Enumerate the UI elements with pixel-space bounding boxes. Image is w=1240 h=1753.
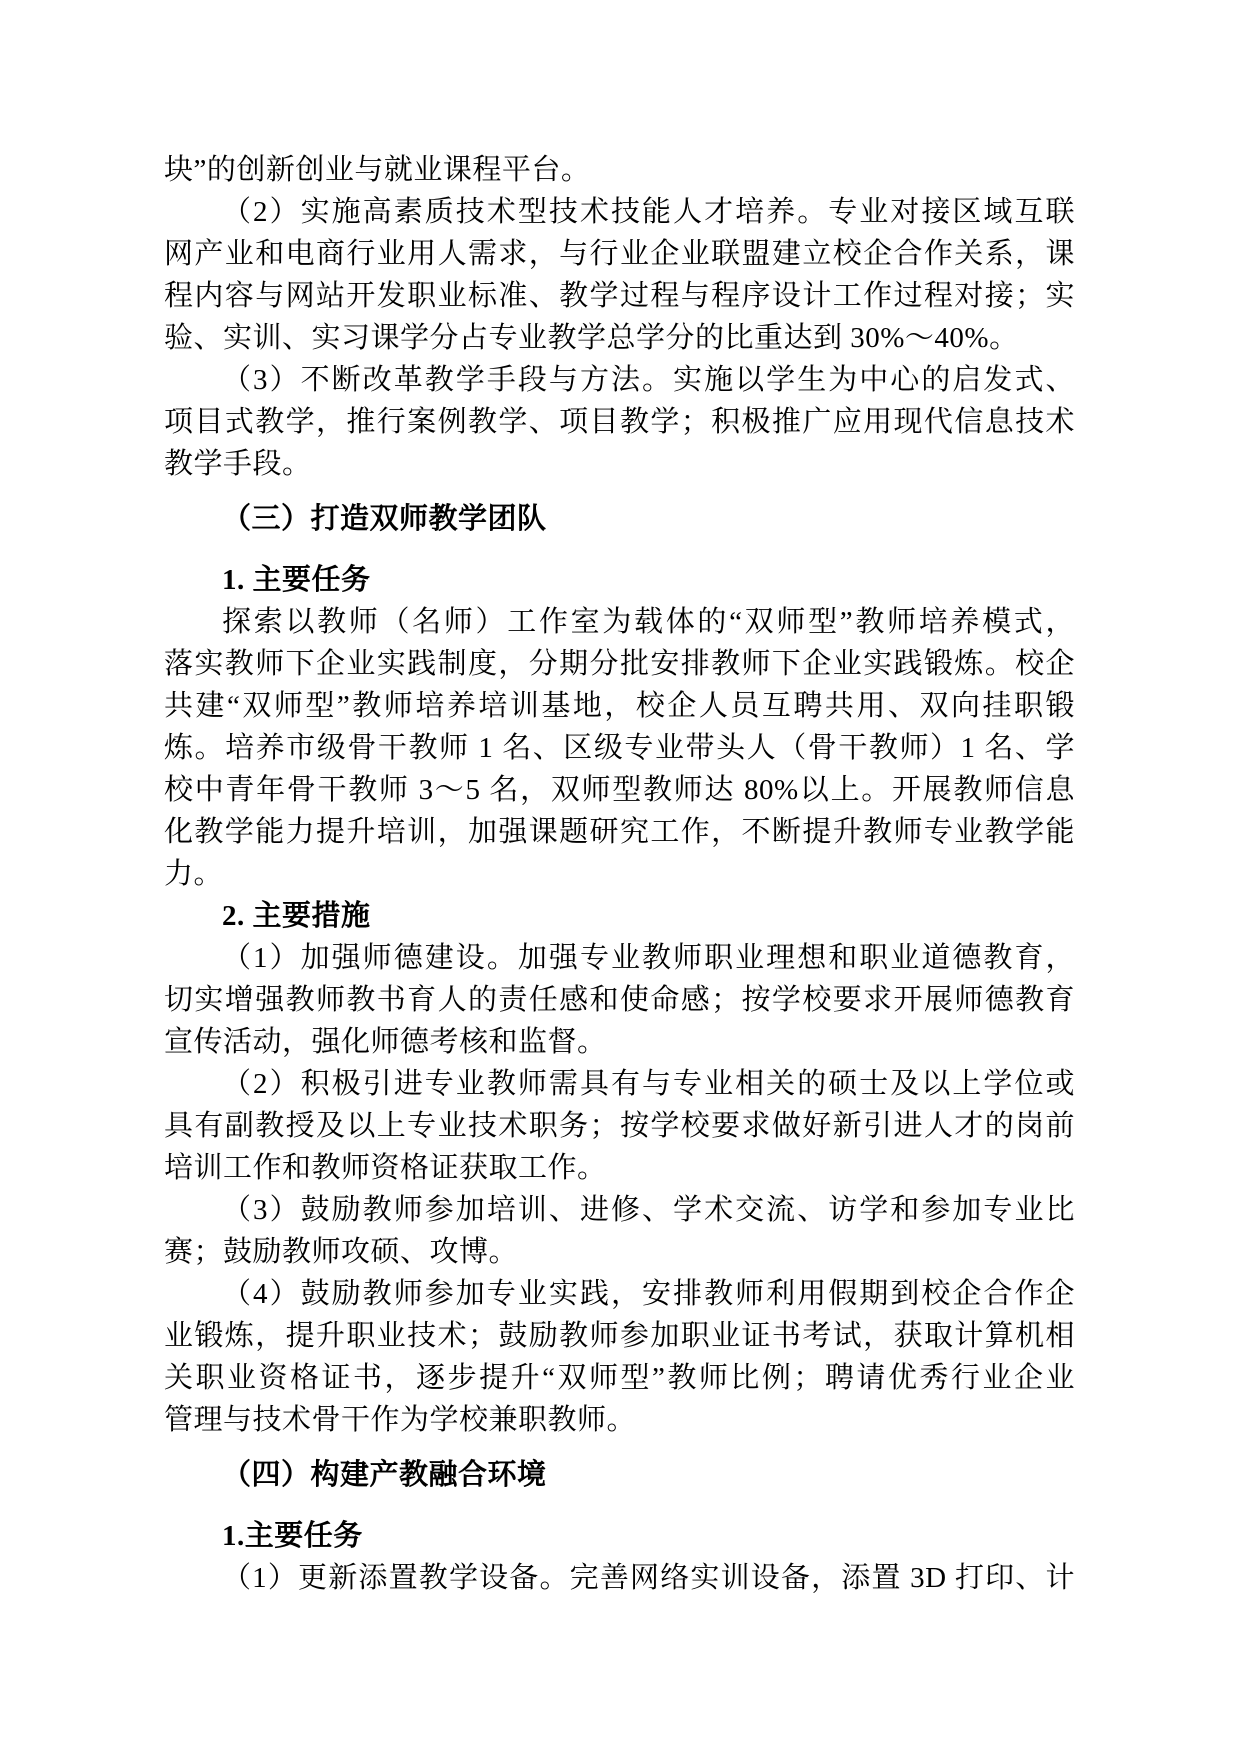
paragraph — [164, 1273, 1075, 1441]
text-line: 教学手段。 — [164, 448, 312, 480]
paragraph — [164, 359, 1075, 485]
text-line: 培训工作和教师资格证获取工作。 — [164, 1152, 607, 1184]
text-line: 宣传活动，强化师德考核和监督。 — [164, 1026, 607, 1058]
sub-heading — [164, 559, 1075, 601]
text-line: 赛；鼓励教师攻硕、攻博。 — [164, 1236, 519, 1268]
sub-heading — [164, 1515, 1075, 1557]
text-line: （2）实施高素质技术型技术技能人才培养。专业对接区域互联 — [222, 196, 1075, 228]
text-line: （2）积极引进专业教师需具有与专业相关的硕士及以上学位或 — [222, 1068, 1075, 1100]
text-line: （四）构建产教融合环境 — [222, 1459, 547, 1491]
text-line: 网产业和电商行业用人需求，与行业企业联盟建立校企合作关系，课 — [164, 238, 1075, 270]
section-heading — [164, 498, 1075, 540]
text-line: 探索以教师（名师）工作室为载体的“双师型”教师培养模式， — [222, 606, 1075, 638]
text-line: 程内容与网站开发职业标准、教学过程与程序设计工作过程对接；实 — [164, 280, 1075, 312]
text-line: 炼。培养市级骨干教师 1 名、区级专业带头人（骨干教师）1 名、学 — [164, 732, 1075, 764]
paragraph — [164, 1189, 1075, 1273]
text-line: 具有副教授及以上专业技术职务；按学校要求做好新引进人才的岗前 — [164, 1110, 1075, 1142]
sub-heading — [164, 895, 1075, 937]
text-line: （4）鼓励教师参加专业实践，安排教师利用假期到校企合作企 — [222, 1278, 1075, 1310]
text-line: 力。 — [164, 858, 224, 890]
text-line: （三）打造双师教学团队 — [222, 503, 547, 535]
paragraph — [164, 1063, 1075, 1189]
paragraph — [164, 601, 1075, 895]
text-line: 关职业资格证书，逐步提升“双师型”教师比例；聘请优秀行业企业 — [164, 1362, 1075, 1394]
text-line: （3）鼓励教师参加培训、进修、学术交流、访学和参加专业比 — [222, 1194, 1075, 1226]
text-line: 验、实训、实习课学分占专业教学总学分的比重达到 30%～40%。 — [164, 322, 1019, 354]
paragraph — [164, 937, 1075, 1063]
paragraph — [164, 1557, 1075, 1599]
text-line: （1）更新添置教学设备。完善网络实训设备，添置 3D 打印、计 — [222, 1562, 1075, 1594]
text-line: （3）不断改革教学手段与方法。实施以学生为中心的启发式、 — [222, 364, 1075, 396]
text-line: 1.主要任务 — [222, 1520, 363, 1552]
paragraph — [164, 149, 1075, 191]
paragraph — [164, 191, 1075, 359]
text-line: 共建“双师型”教师培养培训基地，校企人员互聘共用、双向挂职锻 — [164, 690, 1075, 722]
text-line: 1. 主要任务 — [222, 564, 371, 596]
text-line: 切实增强教师教书育人的责任感和使命感；按学校要求开展师德教育 — [164, 984, 1075, 1016]
text-line: 化教学能力提升培训，加强课题研究工作，不断提升教师专业教学能 — [164, 816, 1075, 848]
text-line: 管理与技术骨干作为学校兼职教师。 — [164, 1404, 637, 1436]
text-line: 校中青年骨干教师 3～5 名，双师型教师达 80%以上。开展教师信息 — [164, 774, 1075, 806]
text-line: 落实教师下企业实践制度，分期分批安排教师下企业实践锻炼。校企 — [164, 648, 1075, 680]
text-line: 业锻炼，提升职业技术；鼓励教师参加职业证书考试，获取计算机相 — [164, 1320, 1075, 1352]
text-line: 项目式教学，推行案例教学、项目教学；积极推广应用现代信息技术 — [164, 406, 1075, 438]
document-content — [164, 149, 1075, 1599]
section-heading — [164, 1454, 1075, 1496]
text-line: 2. 主要措施 — [222, 900, 371, 932]
text-line: 块”的创新创业与就业课程平台。 — [164, 154, 591, 186]
text-line: （1）加强师德建设。加强专业教师职业理想和职业道德教育， — [222, 942, 1075, 974]
